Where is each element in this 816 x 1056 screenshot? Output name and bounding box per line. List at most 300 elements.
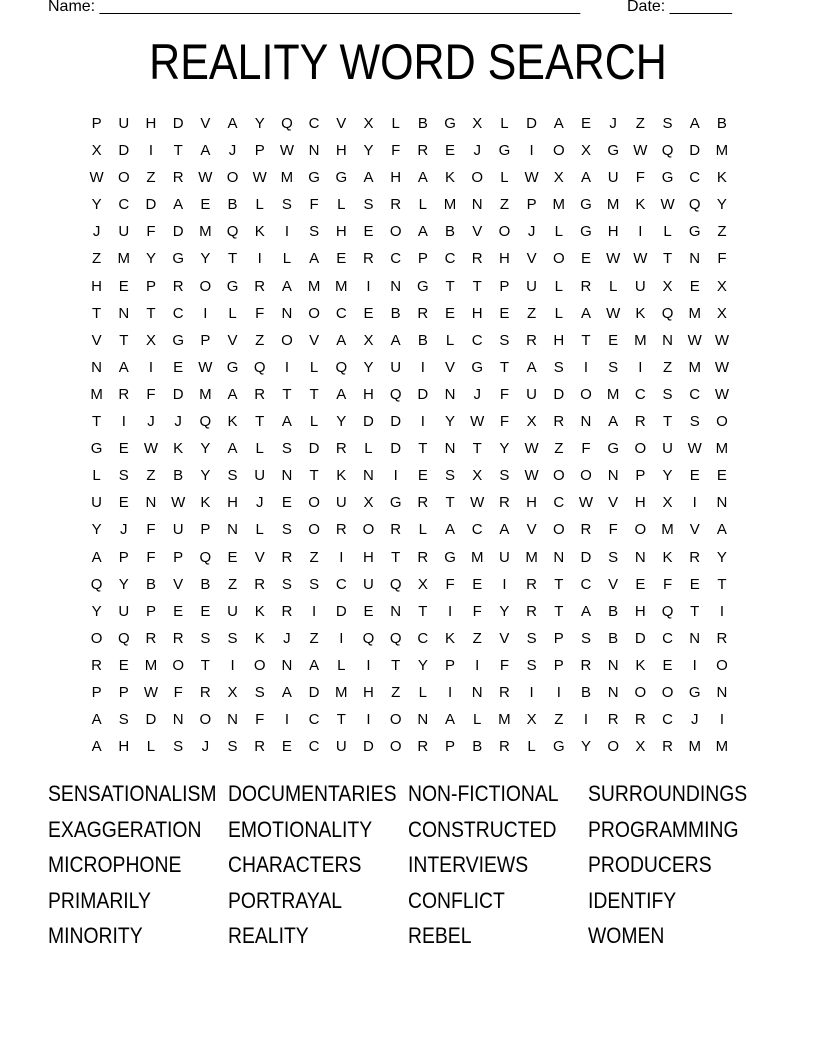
grid-cell: Z bbox=[662, 358, 673, 376]
grid-cell: G bbox=[580, 196, 592, 214]
grid-cell: F bbox=[499, 656, 509, 674]
grid-cell: H bbox=[227, 494, 238, 512]
grid-cell: O bbox=[716, 656, 728, 674]
grid-cell: Q bbox=[688, 196, 701, 214]
grid-cell: Y bbox=[499, 602, 510, 620]
grid-cell: R bbox=[417, 142, 429, 160]
grid-row bbox=[83, 113, 736, 140]
grid-cell: K bbox=[635, 196, 646, 214]
grid-cell: A bbox=[91, 711, 102, 729]
grid-cell: A bbox=[716, 521, 727, 539]
grid-cell: S bbox=[662, 115, 673, 132]
grid-cell: E bbox=[227, 548, 238, 566]
grid-cell: K bbox=[445, 629, 456, 647]
grid-cell: I bbox=[284, 358, 289, 376]
grid-cell: N bbox=[471, 196, 483, 214]
word-list-item: REBEL bbox=[408, 923, 472, 948]
grid-cell: S bbox=[580, 629, 591, 647]
grid-cell: K bbox=[254, 629, 265, 647]
grid-cell: L bbox=[228, 304, 237, 322]
grid-cell: U bbox=[172, 521, 184, 539]
grid-cell: G bbox=[607, 440, 619, 458]
grid-cell: D bbox=[145, 711, 157, 729]
grid-cell: J bbox=[120, 521, 128, 539]
grid-cell: K bbox=[716, 169, 727, 187]
grid-cell: T bbox=[554, 575, 564, 593]
grid-cell: I bbox=[447, 683, 453, 701]
grid-cell: Y bbox=[336, 413, 347, 431]
grid-cell: S bbox=[118, 711, 129, 729]
grid-cell: S bbox=[445, 467, 456, 485]
grid-cell: H bbox=[634, 602, 646, 620]
grid-cell: L bbox=[255, 196, 264, 214]
grid-cell: O bbox=[716, 413, 728, 431]
grid-cell: V bbox=[472, 223, 483, 241]
grid-cell: P bbox=[118, 548, 129, 566]
word-list-item: MICROPHONE bbox=[48, 852, 182, 877]
grid-cell: V bbox=[200, 115, 211, 132]
grid-cell: E bbox=[363, 304, 374, 322]
word-list-item: PORTRAYAL bbox=[228, 887, 343, 913]
grid-cell: R bbox=[172, 169, 184, 187]
grid-cell: H bbox=[118, 738, 130, 756]
grid-cell: F bbox=[499, 413, 509, 431]
grid-cell: K bbox=[227, 413, 238, 431]
grid-cell: W bbox=[606, 250, 621, 268]
grid-cell: M bbox=[715, 738, 729, 756]
grid-cell: T bbox=[418, 602, 428, 620]
grid-cell: J bbox=[283, 629, 291, 647]
grid-cell: A bbox=[227, 115, 238, 132]
grid-cell: R bbox=[91, 656, 103, 674]
grid-cell: D bbox=[390, 440, 402, 458]
grid-cell: O bbox=[580, 385, 592, 403]
grid-cell: I bbox=[583, 358, 589, 376]
grid-cell: C bbox=[662, 711, 673, 729]
grid-cell: E bbox=[173, 602, 184, 620]
title-text: REALITY WORD SEARCH bbox=[149, 34, 667, 90]
grid-cell: R bbox=[716, 629, 728, 647]
grid-cell: X bbox=[472, 467, 483, 485]
grid-cell: Y bbox=[145, 250, 156, 268]
grid-cell: F bbox=[309, 196, 319, 214]
grid-cell: L bbox=[418, 196, 428, 214]
grid-cell: D bbox=[335, 602, 347, 620]
grid-cell: U bbox=[118, 223, 130, 241]
grid-cell: S bbox=[526, 656, 537, 674]
grid-cell: R bbox=[634, 413, 646, 431]
grid-cell: J bbox=[201, 738, 210, 756]
grid-cell: Q bbox=[661, 602, 674, 620]
grid-cell: X bbox=[526, 413, 537, 431]
grid-cell: G bbox=[607, 142, 619, 160]
grid-cell: S bbox=[553, 358, 564, 376]
grid-row bbox=[83, 574, 736, 601]
grid-cell: X bbox=[580, 142, 591, 160]
grid-cell: F bbox=[255, 304, 265, 322]
grid-cell: B bbox=[472, 738, 483, 756]
grid-cell: L bbox=[500, 169, 509, 187]
grid-cell: L bbox=[337, 656, 346, 674]
grid-cell: G bbox=[172, 250, 184, 268]
grid-cell: L bbox=[309, 413, 319, 431]
grid-cell: A bbox=[281, 413, 292, 431]
grid-cell: R bbox=[390, 521, 402, 539]
grid-cell: A bbox=[689, 115, 700, 132]
grid-cell: A bbox=[580, 304, 591, 322]
grid-cell: F bbox=[581, 440, 591, 458]
grid-cell: T bbox=[717, 575, 727, 593]
grid-cell: B bbox=[145, 575, 156, 593]
grid-cell: E bbox=[118, 494, 129, 512]
grid-cell: W bbox=[470, 413, 485, 431]
grid-cell: R bbox=[172, 277, 184, 295]
grid-cell: K bbox=[635, 656, 646, 674]
grid-cell: P bbox=[635, 467, 646, 485]
grid-cell: J bbox=[609, 115, 617, 132]
grid-cell: R bbox=[498, 494, 510, 512]
grid-cell: W bbox=[470, 494, 485, 512]
grid-cell: H bbox=[91, 277, 103, 295]
grid-cell: I bbox=[692, 656, 697, 674]
grid-cell: W bbox=[198, 169, 213, 187]
grid-cell: T bbox=[146, 304, 156, 322]
grid-cell: S bbox=[173, 738, 184, 756]
grid-cell: K bbox=[336, 467, 347, 485]
grid-cell: G bbox=[444, 548, 456, 566]
grid-cell: L bbox=[391, 115, 400, 132]
grid-cell: A bbox=[580, 169, 591, 187]
grid-cell: G bbox=[498, 142, 511, 160]
grid-cell: W bbox=[714, 331, 729, 349]
grid-row bbox=[83, 438, 736, 465]
grid-cell: I bbox=[121, 413, 126, 431]
grid-cell: M bbox=[307, 277, 321, 295]
grid-cell: M bbox=[280, 169, 294, 187]
grid-row bbox=[83, 303, 736, 330]
grid-cell: Y bbox=[499, 440, 510, 458]
grid-cell: P bbox=[526, 196, 537, 214]
letter-grid bbox=[83, 113, 736, 763]
grid-cell: I bbox=[638, 358, 643, 376]
grid-cell: S bbox=[200, 629, 211, 647]
grid-cell: L bbox=[500, 115, 509, 132]
grid-cell: N bbox=[607, 683, 619, 701]
grid-cell: E bbox=[716, 467, 727, 485]
grid-cell: G bbox=[308, 169, 320, 187]
grid-cell: H bbox=[634, 494, 646, 512]
grid-row bbox=[83, 709, 736, 736]
word-list-item: PROGRAMMING bbox=[588, 816, 739, 842]
grid-cell: B bbox=[580, 683, 591, 701]
grid-cell: I bbox=[638, 223, 643, 241]
grid-cell: G bbox=[172, 331, 184, 349]
grid-cell: O bbox=[498, 223, 511, 241]
word-list-item: SURROUNDINGS bbox=[588, 781, 748, 806]
grid-cell: I bbox=[284, 711, 289, 729]
grid-cell: T bbox=[173, 142, 183, 160]
grid-cell: Y bbox=[417, 656, 428, 674]
grid-cell: U bbox=[526, 385, 538, 403]
grid-cell: S bbox=[281, 440, 292, 458]
grid-cell: Z bbox=[255, 331, 265, 349]
grid-cell: C bbox=[390, 250, 402, 268]
grid-cell: N bbox=[172, 711, 184, 729]
grid-cell: S bbox=[227, 629, 238, 647]
grid-cell: W bbox=[143, 683, 159, 701]
grid-cell: A bbox=[227, 440, 238, 458]
grid-cell: I bbox=[339, 548, 344, 566]
grid-cell: R bbox=[199, 683, 211, 701]
grid-cell: G bbox=[661, 169, 674, 187]
grid-cell: W bbox=[524, 467, 539, 485]
grid-row bbox=[83, 492, 736, 519]
grid-cell: V bbox=[336, 115, 347, 132]
grid-cell: W bbox=[687, 331, 702, 349]
grid-cell: E bbox=[281, 494, 292, 512]
grid-cell: W bbox=[687, 440, 702, 458]
grid-cell: R bbox=[145, 629, 157, 647]
grid-cell: L bbox=[608, 277, 618, 295]
grid-cell: T bbox=[309, 467, 319, 485]
grid-cell: F bbox=[146, 548, 156, 566]
page-title bbox=[0, 32, 816, 92]
grid-cell: F bbox=[472, 602, 482, 620]
grid-cell: F bbox=[662, 575, 673, 593]
grid-row bbox=[83, 248, 736, 275]
grid-cell: S bbox=[309, 223, 320, 241]
grid-cell: U bbox=[363, 575, 374, 593]
grid-cell: C bbox=[308, 115, 320, 132]
grid-cell: D bbox=[526, 115, 538, 132]
grid-cell: F bbox=[391, 142, 401, 160]
grid-cell: B bbox=[608, 602, 619, 620]
grid-cell: N bbox=[607, 656, 619, 674]
grid-cell: R bbox=[254, 385, 266, 403]
grid-cell: Z bbox=[391, 683, 401, 701]
grid-cell: X bbox=[91, 142, 102, 160]
grid-cell: R bbox=[118, 385, 130, 403]
grid-cell: C bbox=[471, 521, 483, 539]
grid-cell: S bbox=[227, 467, 238, 485]
grid-cell: N bbox=[689, 250, 701, 268]
grid-cell: Z bbox=[146, 169, 156, 187]
grid-cell: Y bbox=[91, 602, 102, 620]
grid-cell: Z bbox=[717, 223, 727, 241]
grid-cell: K bbox=[254, 602, 265, 620]
grid-cell: L bbox=[255, 440, 264, 458]
grid-cell: P bbox=[553, 629, 564, 647]
grid-cell: N bbox=[716, 683, 728, 701]
grid-cell: Q bbox=[661, 142, 674, 160]
grid-cell: V bbox=[309, 331, 320, 349]
grid-cell: N bbox=[390, 277, 402, 295]
word-list-item: CHARACTERS bbox=[228, 852, 362, 877]
grid-cell: D bbox=[634, 629, 646, 647]
grid-cell: V bbox=[254, 548, 265, 566]
grid-cell: D bbox=[689, 142, 701, 160]
grid-cell: X bbox=[553, 169, 564, 187]
grid-cell: E bbox=[580, 115, 591, 132]
grid-cell: A bbox=[336, 331, 347, 349]
grid-cell: G bbox=[471, 358, 484, 376]
grid-cell: F bbox=[173, 683, 183, 701]
grid-cell: Q bbox=[90, 575, 103, 593]
grid-cell: D bbox=[308, 440, 320, 458]
grid-cell: Q bbox=[389, 629, 402, 647]
grid-row bbox=[83, 276, 736, 303]
grid-cell: W bbox=[633, 142, 648, 160]
grid-cell: E bbox=[363, 602, 374, 620]
grid-cell: H bbox=[526, 494, 538, 512]
grid-row bbox=[83, 601, 736, 628]
grid-cell: U bbox=[634, 277, 646, 295]
grid-cell: N bbox=[444, 385, 456, 403]
grid-row bbox=[83, 655, 736, 682]
grid-cell: I bbox=[339, 629, 344, 647]
grid-cell: R bbox=[553, 413, 565, 431]
grid-cell: R bbox=[417, 494, 429, 512]
grid-cell: W bbox=[524, 169, 539, 187]
grid-cell: I bbox=[556, 683, 561, 701]
grid-cell: O bbox=[199, 277, 212, 295]
grid-cell: X bbox=[635, 738, 646, 756]
grid-cell: A bbox=[309, 250, 320, 268]
grid-cell: R bbox=[417, 738, 429, 756]
grid-cell: C bbox=[417, 629, 429, 647]
grid-cell: R bbox=[689, 548, 701, 566]
grid-cell: T bbox=[92, 413, 102, 431]
grid-cell: L bbox=[473, 711, 482, 729]
grid-cell: G bbox=[444, 115, 456, 132]
grid-cell: V bbox=[608, 494, 619, 512]
grid-cell: L bbox=[255, 521, 264, 539]
grid-cell: I bbox=[366, 277, 371, 295]
grid-cell: W bbox=[633, 250, 648, 268]
grid-cell: Q bbox=[389, 575, 402, 593]
grid-cell: V bbox=[526, 250, 537, 268]
grid-cell: O bbox=[253, 656, 266, 674]
grid-cell: R bbox=[335, 440, 347, 458]
grid-cell: L bbox=[663, 223, 672, 241]
grid-cell: X bbox=[716, 277, 727, 295]
grid-cell: T bbox=[472, 440, 482, 458]
grid-row bbox=[83, 736, 736, 763]
grid-cell: O bbox=[90, 629, 103, 647]
grid-cell: Y bbox=[662, 467, 673, 485]
grid-cell: M bbox=[470, 548, 484, 566]
grid-cell: L bbox=[146, 738, 156, 756]
grid-cell: E bbox=[118, 277, 129, 295]
grid-cell: E bbox=[118, 440, 129, 458]
grid-cell: P bbox=[145, 602, 156, 620]
grid-cell: T bbox=[662, 413, 673, 431]
grid-cell: P bbox=[145, 277, 156, 295]
grid-cell: D bbox=[580, 548, 592, 566]
grid-cell: O bbox=[580, 467, 592, 485]
grid-cell: Y bbox=[363, 142, 374, 160]
grid-cell: Z bbox=[499, 196, 509, 214]
grid-cell: O bbox=[552, 250, 565, 268]
grid-cell: A bbox=[417, 223, 428, 241]
grid-cell: L bbox=[554, 277, 563, 295]
grid-cell: L bbox=[554, 304, 563, 322]
grid-cell: I bbox=[284, 223, 289, 241]
grid-cell: U bbox=[335, 738, 347, 756]
grid-cell: R bbox=[281, 602, 293, 620]
grid-cell: E bbox=[363, 223, 374, 241]
grid-cell: A bbox=[445, 711, 456, 729]
grid-cell: B bbox=[390, 304, 401, 322]
grid-cell: T bbox=[499, 358, 509, 376]
grid-cell: I bbox=[148, 142, 154, 160]
grid-cell: W bbox=[171, 494, 186, 512]
grid-cell: Q bbox=[281, 115, 293, 132]
grid-cell: D bbox=[390, 413, 402, 431]
grid-cell: G bbox=[580, 223, 592, 241]
grid-cell: R bbox=[471, 250, 483, 268]
grid-cell: S bbox=[689, 413, 700, 431]
grid-cell: T bbox=[418, 440, 428, 458]
grid-cell: X bbox=[145, 331, 156, 349]
grid-cell: A bbox=[281, 277, 292, 295]
grid-cell: T bbox=[119, 331, 129, 349]
grid-cell: Z bbox=[472, 629, 482, 647]
grid-cell: D bbox=[363, 738, 374, 756]
grid-cell: O bbox=[389, 711, 402, 729]
grid-cell: O bbox=[634, 440, 647, 458]
grid-cell: X bbox=[662, 494, 673, 512]
grid-cell: C bbox=[689, 169, 701, 187]
grid-cell: O bbox=[552, 521, 565, 539]
grid-cell: S bbox=[608, 358, 619, 376]
grid-cell: C bbox=[308, 711, 320, 729]
grid-cell: O bbox=[634, 521, 647, 539]
grid-cell: N bbox=[118, 304, 130, 322]
grid-cell: K bbox=[200, 494, 211, 512]
grid-cell: J bbox=[228, 142, 237, 160]
grid-cell: P bbox=[200, 521, 211, 539]
grid-cell: Y bbox=[200, 440, 211, 458]
grid-cell: N bbox=[91, 358, 103, 376]
grid-row bbox=[83, 411, 736, 438]
grid-cell: N bbox=[308, 142, 320, 160]
grid-cell: Y bbox=[716, 548, 727, 566]
grid-cell: B bbox=[445, 223, 456, 241]
grid-cell: D bbox=[308, 683, 320, 701]
grid-cell: R bbox=[363, 250, 374, 268]
grid-cell: B bbox=[417, 115, 428, 132]
grid-cell: F bbox=[445, 575, 455, 593]
grid-cell: M bbox=[688, 358, 701, 376]
grid-cell: A bbox=[526, 358, 537, 376]
grid-cell: J bbox=[473, 385, 481, 403]
grid-cell: L bbox=[92, 467, 101, 485]
grid-cell: X bbox=[417, 575, 428, 593]
grid-cell: L bbox=[554, 223, 563, 241]
grid-cell: R bbox=[254, 575, 266, 593]
grid-cell: T bbox=[554, 602, 564, 620]
grid-cell: O bbox=[471, 169, 484, 187]
grid-row bbox=[83, 167, 736, 194]
grid-cell: O bbox=[226, 169, 239, 187]
grid-cell: R bbox=[526, 602, 538, 620]
grid-cell: N bbox=[444, 440, 456, 458]
grid-cell: S bbox=[363, 196, 374, 214]
grid-cell: O bbox=[634, 683, 647, 701]
grid-cell: U bbox=[662, 440, 673, 458]
grid-cell: X bbox=[227, 683, 238, 701]
